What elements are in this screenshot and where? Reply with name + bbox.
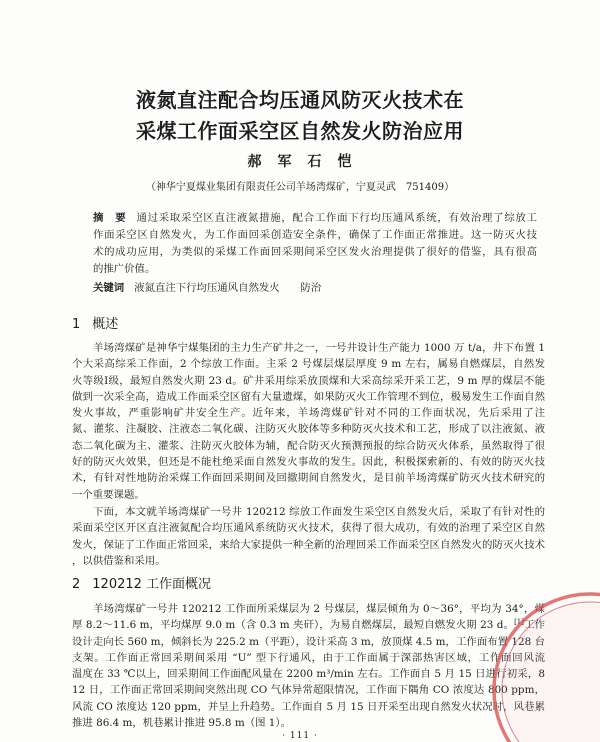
abstract-line <box>93 210 537 227</box>
abstract-line: 术的成功应用，为类似的采煤工作面回采期间采空区发火治理提供了很好的借鉴，具有很高 <box>93 246 537 258</box>
keywords-text: 液氮直注下行均压通风自然发火 防治 <box>134 282 322 294</box>
section-heading-1 <box>72 316 118 334</box>
body-line: 氮、灌浆、注凝胶、注液态二氧化碳、注防灭火胶体等多种防灭火技术和工艺，形成了以注液氮、液 <box>72 423 545 436</box>
paragraph-overview-2 <box>72 504 545 569</box>
section-number: 1 <box>72 317 81 332</box>
body-line: ，以供借鉴和采用。 <box>72 554 166 567</box>
abstract-line: 的推广价值。 <box>93 263 156 275</box>
page-number: · 111 · <box>282 731 318 741</box>
body-line: 支架。工作面正常回采期间采用 “U” 型下行通风，由于工作面属于深部热害区域，工作面回风流 <box>72 651 545 664</box>
body-line: 羊场湾煤矿一号井 120212 工作面所采煤层为 2 号煤层，煤层倾角为 0～36°，平均为 34°，煤 <box>93 603 545 615</box>
abstract-line: 作面采空区自然发火，为工作面回采创造安全条件，确保了工作面正常推进。这一防灭火技 <box>93 229 537 241</box>
section-title: 概述 <box>92 317 119 332</box>
keywords <box>93 280 537 297</box>
body-line: 火等级Ⅰ级，最短自然发火期 23 d。矿井采用综采放顶煤和大采高综采开采工艺，9 m 厚的煤层不能 <box>72 374 545 387</box>
paragraph-overview-1 <box>72 340 545 503</box>
section-heading-2 <box>72 576 211 594</box>
body-line: 下面，本文就羊场湾煤矿一号井 120212 综放工作面发生采空区自然发火后，采取了有针对性的 <box>93 506 545 518</box>
abstract-label: 摘 要 <box>93 212 127 224</box>
title-line-1: 液氮直注配合均压通风防灭火技术在 <box>136 88 464 112</box>
title-line-2: 采煤工作面采空区自然发火防治应用 <box>136 119 464 143</box>
body-line: 推进 86.4 m，机巷累计推进 95.8 m（图 1）。 <box>72 717 291 730</box>
paragraph-workface <box>72 601 545 731</box>
abstract <box>93 210 537 278</box>
body-line-tail: 工作 <box>524 619 545 632</box>
section-title: 120212 工作面概况 <box>92 577 212 592</box>
body-line-text: 厚 8.2～11.6 m，平均煤厚 9.0 m（含 0.3 m 夹矸），为易自燃煤层，最短自燃发火期 23 d。 <box>72 619 515 632</box>
body-line: 个大采高综采工作面，2 个综放工作面。主采 2 号煤层煤层厚度 9 m 左右，属易自燃煤层，自然发 <box>72 358 545 371</box>
body-line: 一个重要课题。 <box>72 488 145 501</box>
body-line: 发火事故，严重影响矿井安全生产。近年来，羊场湾煤矿针对不同的工作面状况，先后采用了注 <box>72 407 545 420</box>
keywords-label: 关键词 <box>93 282 125 294</box>
affiliation: （神华宁夏煤业集团有限责任公司羊场湾煤矿，宁夏灵武 751409） <box>145 182 455 193</box>
body-line: 羊场湾煤矿是神华宁煤集团的主力生产矿井之一，一号井设计生产能力 1000 万 t/a，井下布置 1 <box>93 342 545 354</box>
body-line: 采面采空区开区直注液氮配合均压通风系统防灭火技术，获得了很大成功，有效的治理了采空区自然 <box>72 522 545 535</box>
body-line: 做到一次采全高，造成工作面采空区留有大量遗煤，如果防灭火工作管理不到位，极易发生工作面自然 <box>72 390 545 403</box>
body-line: 12 日，工作面正常回采期间突然出现 CO 气体异常超限情况，工作面下隅角 CO 浓度达 800 ppm， <box>72 684 545 697</box>
body-line: 术，有针对性地防治采煤工作面回采期间及回撤期间自然发火，是目前羊场湾煤矿防灭火技术研究的 <box>72 472 545 485</box>
abstract-text: 通过采取采空区直注液氮措施，配合工作面下行均压通风系统，有效治理了综放工 <box>136 212 537 224</box>
body-line: 好的防灭火效果，但还是不能杜绝采面自然发火事故的发生。因此，积极探索新的、有效的防灭火技 <box>72 456 545 469</box>
body-line: 风流 CO 浓度达 120 ppm，并呈上升趋势。工作面自 5 月 15 日开采至出现自然发火状况时，风巷累 <box>72 700 545 713</box>
section-number: 2 <box>72 577 81 592</box>
body-line: 温度在 33 ℃以上，回采期间工作面配风量在 2200 m³/min 左右。工作面自 5 月 15 日进行初采，8 <box>72 668 545 681</box>
body-line: 发火，保证了工作面正常回采，来给大家提供一种全新的治理回采工作面采空区自然发火的防灭火技术 <box>72 538 545 551</box>
citation-ref: [1] <box>514 618 524 627</box>
authors: 郝 军 石 恺 <box>247 154 353 170</box>
body-line: 态二氧化碳为主、灌浆、注防灭火胶体为辅，配合防灭火预测预报的综合防灭火体系，虽然取得了很 <box>72 439 545 452</box>
body-line <box>72 617 545 633</box>
body-line: 设计走向长 560 m，倾斜长为 225.2 m（平距），设计采高 3 m，放顶煤 4.5 m，工作面布置 128 台 <box>72 635 545 648</box>
